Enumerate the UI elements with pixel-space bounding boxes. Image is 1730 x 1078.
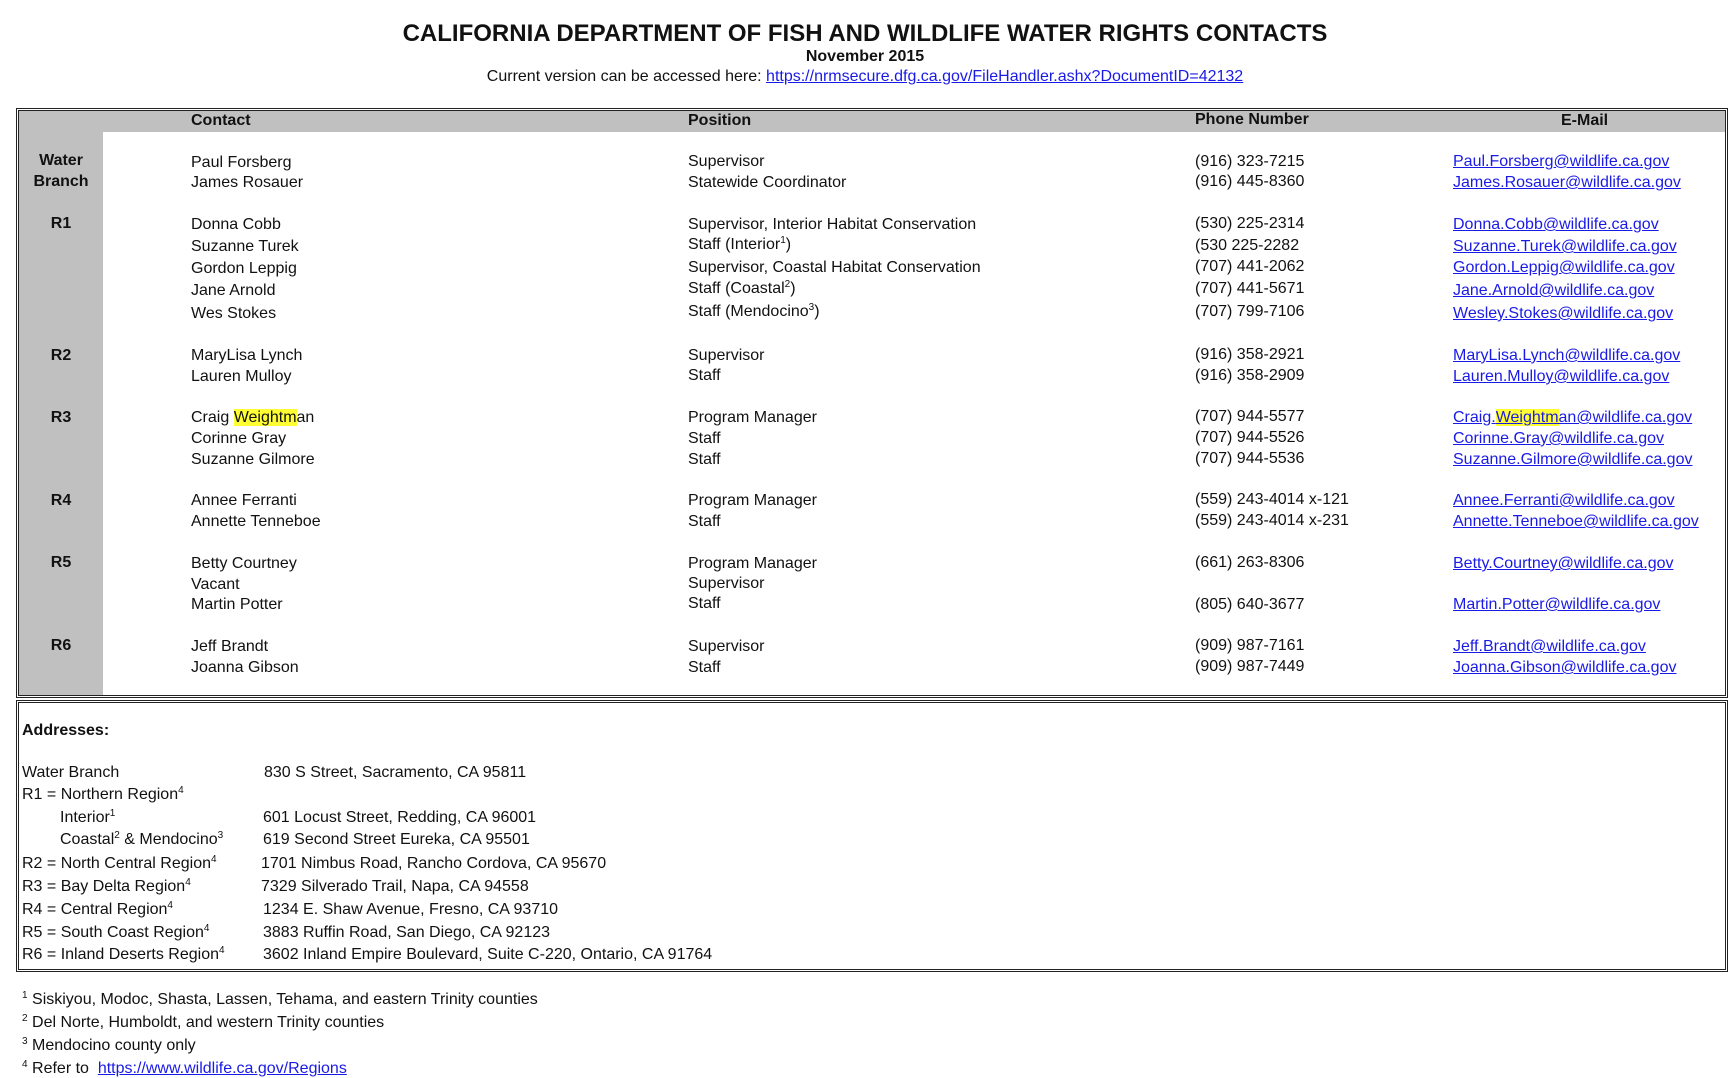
contact-name: Suzanne Gilmore <box>191 451 315 468</box>
contact-phone: (707) 944-5536 <box>1195 450 1305 467</box>
contact-name: MaryLisa Lynch <box>191 347 303 364</box>
contact-phone: (916) 358-2909 <box>1195 367 1305 384</box>
contact-position: Supervisor, Coastal Habitat Conservation <box>688 259 981 276</box>
contact-phone: (707) 799-7106 <box>1195 303 1305 320</box>
address-label: Coastal$^2$ & Mendocino$^3$ <box>60 830 224 848</box>
contact-name: Suzanne Turek <box>191 238 299 255</box>
current-version-label: Current version can be accessed here: <box>486 68 762 85</box>
header-email: E-Mail <box>1561 112 1609 129</box>
contact-position: Staff (Mendocino$^3$) <box>688 302 820 320</box>
contact-email-link[interactable]: Annee.Ferranti@wildlife.ca.gov <box>1453 492 1675 509</box>
address-label: R3 = Bay Delta Region$^4$ <box>22 877 191 895</box>
contact-position: Statewide Coordinator <box>688 174 847 191</box>
contact-phone: (916) 358-2921 <box>1195 346 1305 363</box>
contact-email-link[interactable]: Joanna.Gibson@wildlife.ca.gov <box>1453 659 1677 676</box>
contact-phone: (530) 225-2314 <box>1195 215 1305 232</box>
contact-phone: (559) 243-4014 x-231 <box>1195 512 1349 529</box>
contact-email-link[interactable]: Suzanne.Gilmore@wildlife.ca.gov <box>1453 451 1693 468</box>
region-label-r2: R2 <box>50 347 72 364</box>
addresses-heading: Addresses: <box>22 722 110 739</box>
contact-email-link[interactable]: Annette.Tenneboe@wildlife.ca.gov <box>1453 513 1699 530</box>
region-label-water-branch-line2: Branch <box>33 173 89 190</box>
region-label-r3: R3 <box>50 409 72 426</box>
contact-phone: (707) 944-5526 <box>1195 429 1305 446</box>
contact-name: Jeff Brandt <box>191 638 269 655</box>
region-label-r1: R1 <box>50 215 72 232</box>
footnote: $^2$ Del Norte, Humboldt, and western Trinity counties <box>22 1013 385 1031</box>
contact-position: Supervisor <box>688 153 765 170</box>
contact-phone: (805) 640-3677 <box>1195 596 1305 613</box>
contact-position: Supervisor <box>688 347 765 364</box>
contact-email-link[interactable]: Martin.Potter@wildlife.ca.gov <box>1453 596 1661 613</box>
contact-phone: (707) 441-2062 <box>1195 258 1305 275</box>
address-label: Water Branch <box>22 764 120 781</box>
contact-email-link[interactable]: Gordon.Leppig@wildlife.ca.gov <box>1453 259 1675 276</box>
contact-email-link[interactable]: Corinne.Gray@wildlife.ca.gov <box>1453 430 1664 447</box>
address-label: R1 = Northern Region$^4$ <box>22 785 184 803</box>
contact-name: Craig Weightman <box>191 409 315 426</box>
contact-name: Wes Stokes <box>191 305 277 322</box>
contact-name: James Rosauer <box>191 174 304 191</box>
current-version-line <box>0 68 1730 86</box>
header-position: Position <box>688 112 752 129</box>
region-label-r5: R5 <box>50 554 72 571</box>
contact-position: Supervisor <box>688 638 765 655</box>
address-label: R5 = South Coast Region$^4$ <box>22 923 210 941</box>
contact-phone: (707) 441-5671 <box>1195 280 1305 297</box>
region-label-water-branch: Water <box>39 152 83 169</box>
contact-phone: (559) 243-4014 x-121 <box>1195 491 1349 508</box>
contact-email-link[interactable]: Craig.Weightman@wildlife.ca.gov <box>1453 409 1693 426</box>
contact-phone: (661) 263-8306 <box>1195 554 1305 571</box>
contact-name: Gordon Leppig <box>191 260 297 277</box>
region-label-r4: R4 <box>50 492 72 509</box>
table-header-band <box>19 111 1725 132</box>
address-value: 3883 Ruffin Road, San Diego, CA 92123 <box>263 924 551 941</box>
current-version-link[interactable]: https://nrmsecure.dfg.ca.gov/FileHandler.ashx?DocumentID=42132 <box>766 68 1244 85</box>
contact-name: Lauren Mulloy <box>191 368 292 385</box>
contact-name: Jane Arnold <box>191 282 276 299</box>
address-value: 3602 Inland Empire Boulevard, Suite C-220, Ontario, CA 91764 <box>263 946 713 963</box>
regions-link[interactable]: https://www.wildlife.ca.gov/Regions <box>97 1060 347 1077</box>
contact-email-link[interactable]: Jane.Arnold@wildlife.ca.gov <box>1453 282 1655 299</box>
region-label-r6: R6 <box>50 637 72 654</box>
contact-phone: (909) 987-7449 <box>1195 658 1305 675</box>
contact-position: Program Manager <box>688 555 817 572</box>
contact-name: Martin Potter <box>191 596 283 613</box>
contact-position: Program Manager <box>688 492 817 509</box>
page-title: CALIFORNIA DEPARTMENT OF FISH AND WILDLIFE WATER RIGHTS CONTACTS <box>402 20 1328 47</box>
contact-name: Donna Cobb <box>191 216 281 233</box>
address-value: 1234 E. Shaw Avenue, Fresno, CA 93710 <box>263 901 559 918</box>
document-date: November 2015 <box>805 48 925 65</box>
region-column-band <box>19 111 103 695</box>
contact-name: Annette Tenneboe <box>191 513 321 530</box>
contact-position: Staff <box>688 367 721 384</box>
contact-email-link[interactable]: Donna.Cobb@wildlife.ca.gov <box>1453 216 1659 233</box>
contact-position: Staff (Interior$^1$) <box>688 235 792 253</box>
contact-name: Betty Courtney <box>191 555 297 572</box>
contact-email-link[interactable]: James.Rosauer@wildlife.ca.gov <box>1453 174 1681 191</box>
search-highlight: Weightm <box>1495 409 1559 426</box>
address-label: R4 = Central Region$^4$ <box>22 900 173 918</box>
address-value: 601 Locust Street, Redding, CA 96001 <box>263 809 537 826</box>
contact-name: Corinne Gray <box>191 430 287 447</box>
contact-name: Paul Forsberg <box>191 154 292 171</box>
footnote: $^4$ Refer to https://www.wildlife.ca.gov/Regions <box>22 1059 347 1077</box>
header-contact: Contact <box>191 112 251 129</box>
address-value: 1701 Nimbus Road, Rancho Cordova, CA 95670 <box>261 855 607 872</box>
contact-email-link[interactable]: Paul.Forsberg@wildlife.ca.gov <box>1453 153 1670 170</box>
contact-position: Supervisor, Interior Habitat Conservation <box>688 216 977 233</box>
contact-name: Joanna Gibson <box>191 659 299 676</box>
contact-email-link[interactable]: Lauren.Mulloy@wildlife.ca.gov <box>1453 368 1670 385</box>
contact-position: Staff <box>688 659 721 676</box>
address-value: 7329 Silverado Trail, Napa, CA 94558 <box>261 878 529 895</box>
footnote: $^3$ Mendocino county only <box>22 1036 196 1054</box>
address-label: R6 = Inland Deserts Region$^4$ <box>22 945 225 963</box>
contact-phone: (916) 445-8360 <box>1195 173 1305 190</box>
address-label: Interior$^1$ <box>60 808 116 826</box>
contact-phone: (530 225-2282 <box>1195 237 1300 254</box>
contact-email-link[interactable]: MaryLisa.Lynch@wildlife.ca.gov <box>1453 347 1681 364</box>
address-value: 619 Second Street Eureka, CA 95501 <box>263 831 530 848</box>
search-highlight: Weightm <box>233 409 297 426</box>
address-label: R2 = North Central Region$^4$ <box>22 854 217 872</box>
contact-phone: (916) 323-7215 <box>1195 153 1305 170</box>
contact-position: Supervisor <box>688 575 765 592</box>
contact-position: Staff <box>688 513 721 530</box>
footnote: $^1$ Siskiyou, Modoc, Shasta, Lassen, Tehama, and eastern Trinity counties <box>22 990 538 1008</box>
header-phone: Phone Number <box>1195 111 1309 128</box>
contact-phone: (909) 987-7161 <box>1195 637 1305 654</box>
contact-position: Staff <box>688 451 721 468</box>
contact-name: Vacant <box>191 576 240 593</box>
contact-position: Program Manager <box>688 409 817 426</box>
contact-name: Annee Ferranti <box>191 492 297 509</box>
contact-email-link[interactable]: Suzanne.Turek@wildlife.ca.gov <box>1453 238 1677 255</box>
contact-phone: (707) 944-5577 <box>1195 408 1305 425</box>
contact-position: Staff <box>688 595 721 612</box>
contact-position: Staff (Coastal$^2$) <box>688 279 796 297</box>
address-value: 830 S Street, Sacramento, CA 95811 <box>264 764 527 781</box>
contact-position: Staff <box>688 430 721 447</box>
contact-email-link[interactable]: Wesley.Stokes@wildlife.ca.gov <box>1453 305 1674 322</box>
contact-email-link[interactable]: Betty.Courtney@wildlife.ca.gov <box>1453 555 1674 572</box>
contact-email-link[interactable]: Jeff.Brandt@wildlife.ca.gov <box>1453 638 1646 655</box>
